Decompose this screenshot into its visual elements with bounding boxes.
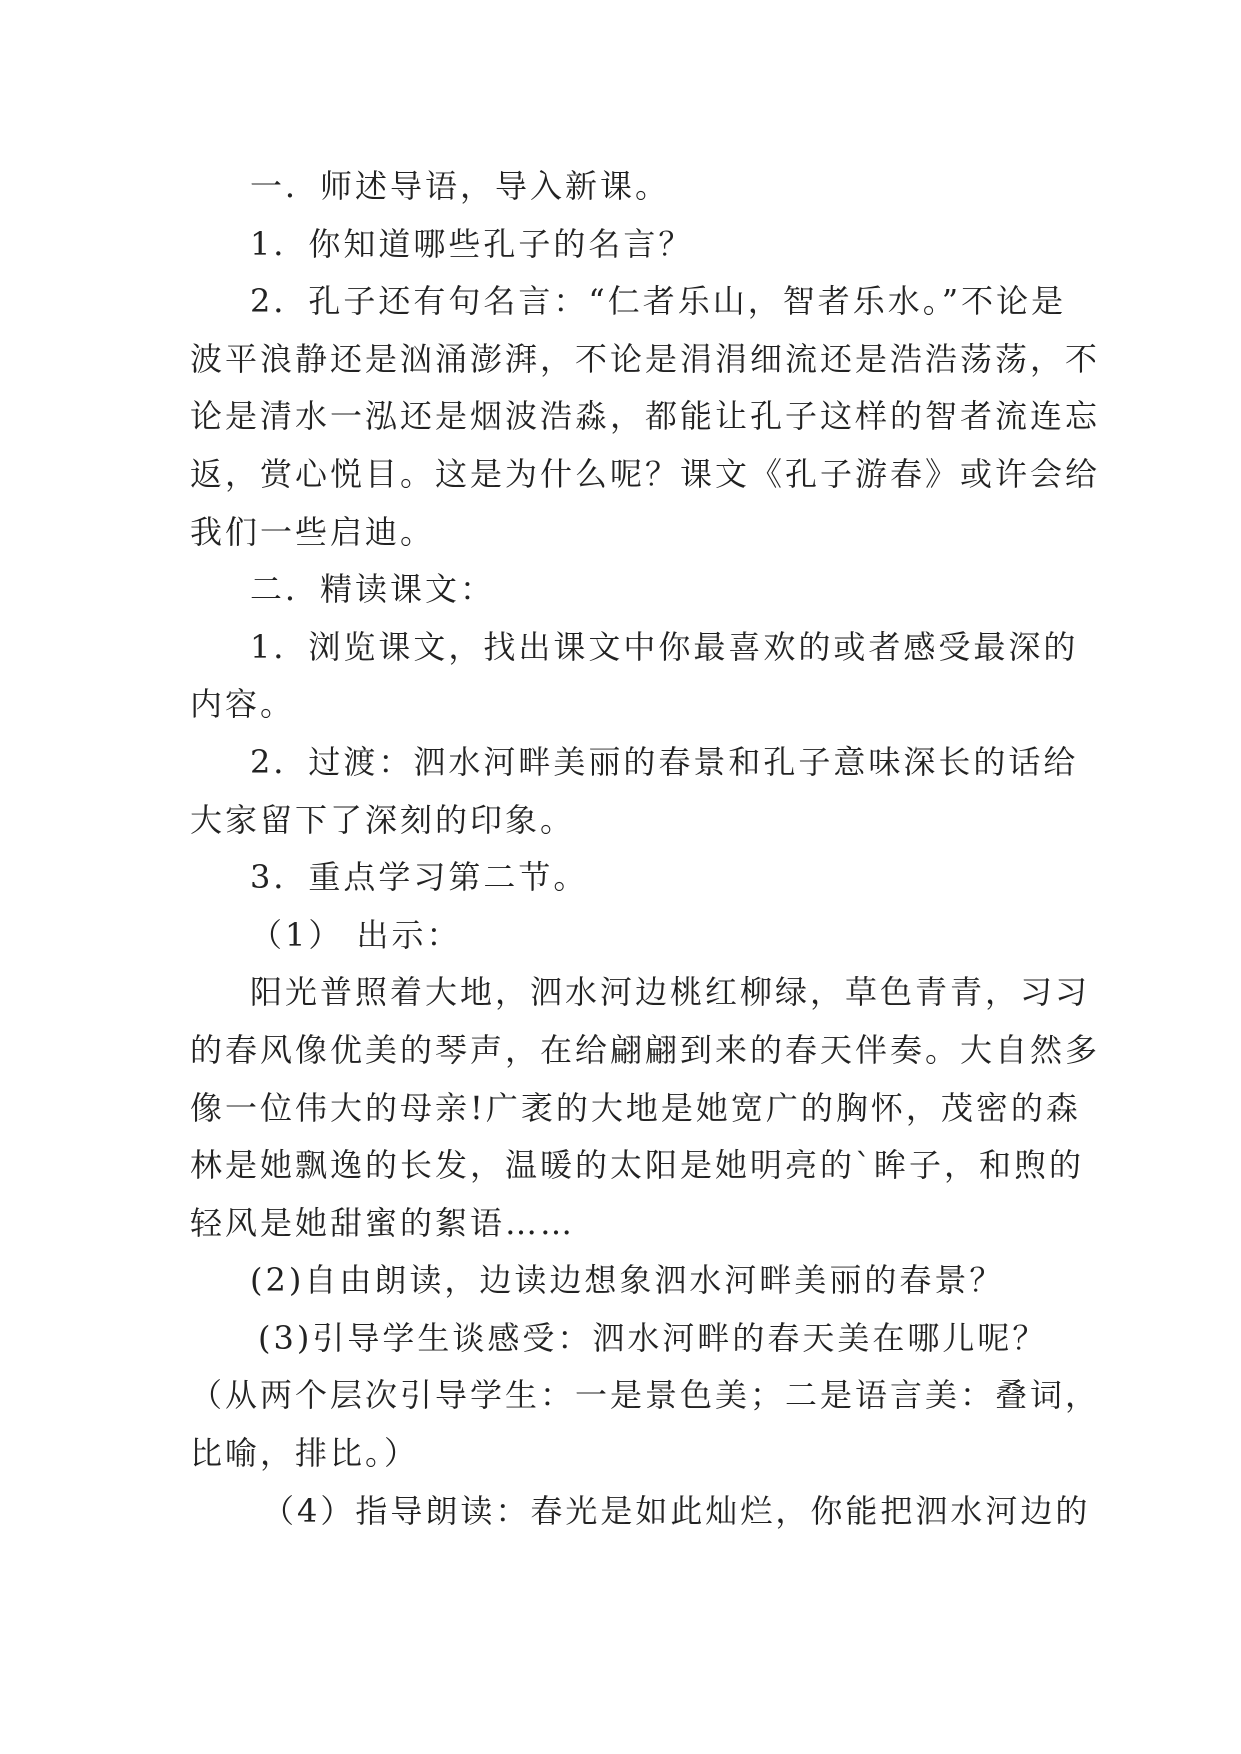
section-heading-reading: 二．精读课文： xyxy=(250,570,496,609)
paragraph-line: 1．浏览课文，找出课文中你最喜欢的或者感受最深的 xyxy=(250,627,1079,666)
paragraph-line: 论是清水一泓还是烟波浩淼，都能让孔子这样的智者流连忘 xyxy=(190,397,1101,436)
paragraph-line: 3．重点学习第二节。 xyxy=(250,858,589,897)
paragraph-line: (2)自由朗读，边读边想象泗水河畔美丽的春景？ xyxy=(250,1261,1005,1300)
paragraph-line: 2．孔子还有句名言：“仁者乐山，智者乐水。”不论是 xyxy=(250,282,1067,321)
paragraph-line: 2．过渡：泗水河畔美丽的春景和孔子意味深长的话给 xyxy=(250,742,1079,781)
paragraph-line: 阳光普照着大地，泗水河边桃红柳绿，草色青青，习习 xyxy=(250,973,1091,1012)
paragraph-line: 内容。 xyxy=(190,685,296,724)
section-heading-intro: 一．师述导语，导入新课。 xyxy=(250,167,671,205)
paragraph-line: 像一位伟大的母亲!广袤的大地是她宽广的胸怀，茂密的森 xyxy=(190,1088,1081,1127)
document-body xyxy=(190,158,1101,1540)
paragraph-line: （4）指导朗读：春光是如此灿烂，你能把泗水河边的 xyxy=(262,1491,1091,1530)
paragraph-line: （1） 出示： xyxy=(250,915,462,954)
paragraph-line: 林是她飘逸的长发，温暖的太阳是她明亮的`眸子，和煦的 xyxy=(190,1146,1085,1185)
paragraph-line: (3)引导学生谈感受：泗水河畔的春天美在哪儿呢？ xyxy=(258,1318,1048,1357)
paragraph-line: 波平浪静还是汹涌澎湃，不论是涓涓细流还是浩浩荡荡，不 xyxy=(190,339,1101,378)
paragraph-line: 大家留下了深刻的印象。 xyxy=(190,800,576,839)
paragraph-line: （从两个层次引导学生：一是景色美；二是语言美：叠词， xyxy=(190,1376,1101,1415)
paragraph-line: 我们一些启迪。 xyxy=(190,512,436,551)
paragraph-line: 比喻，排比。） xyxy=(190,1434,420,1473)
paragraph-line: 返，赏心悦目。这是为什么呢？课文《孔子游春》或许会给 xyxy=(190,454,1101,493)
paragraph-line: 轻风是她甜蜜的絮语…… xyxy=(190,1203,576,1242)
paragraph-line: 1．你知道哪些孔子的名言？ xyxy=(250,224,694,263)
paragraph-line: 的春风像优美的琴声，在给翩翩到来的春天伴奏。大自然多 xyxy=(190,1030,1101,1069)
